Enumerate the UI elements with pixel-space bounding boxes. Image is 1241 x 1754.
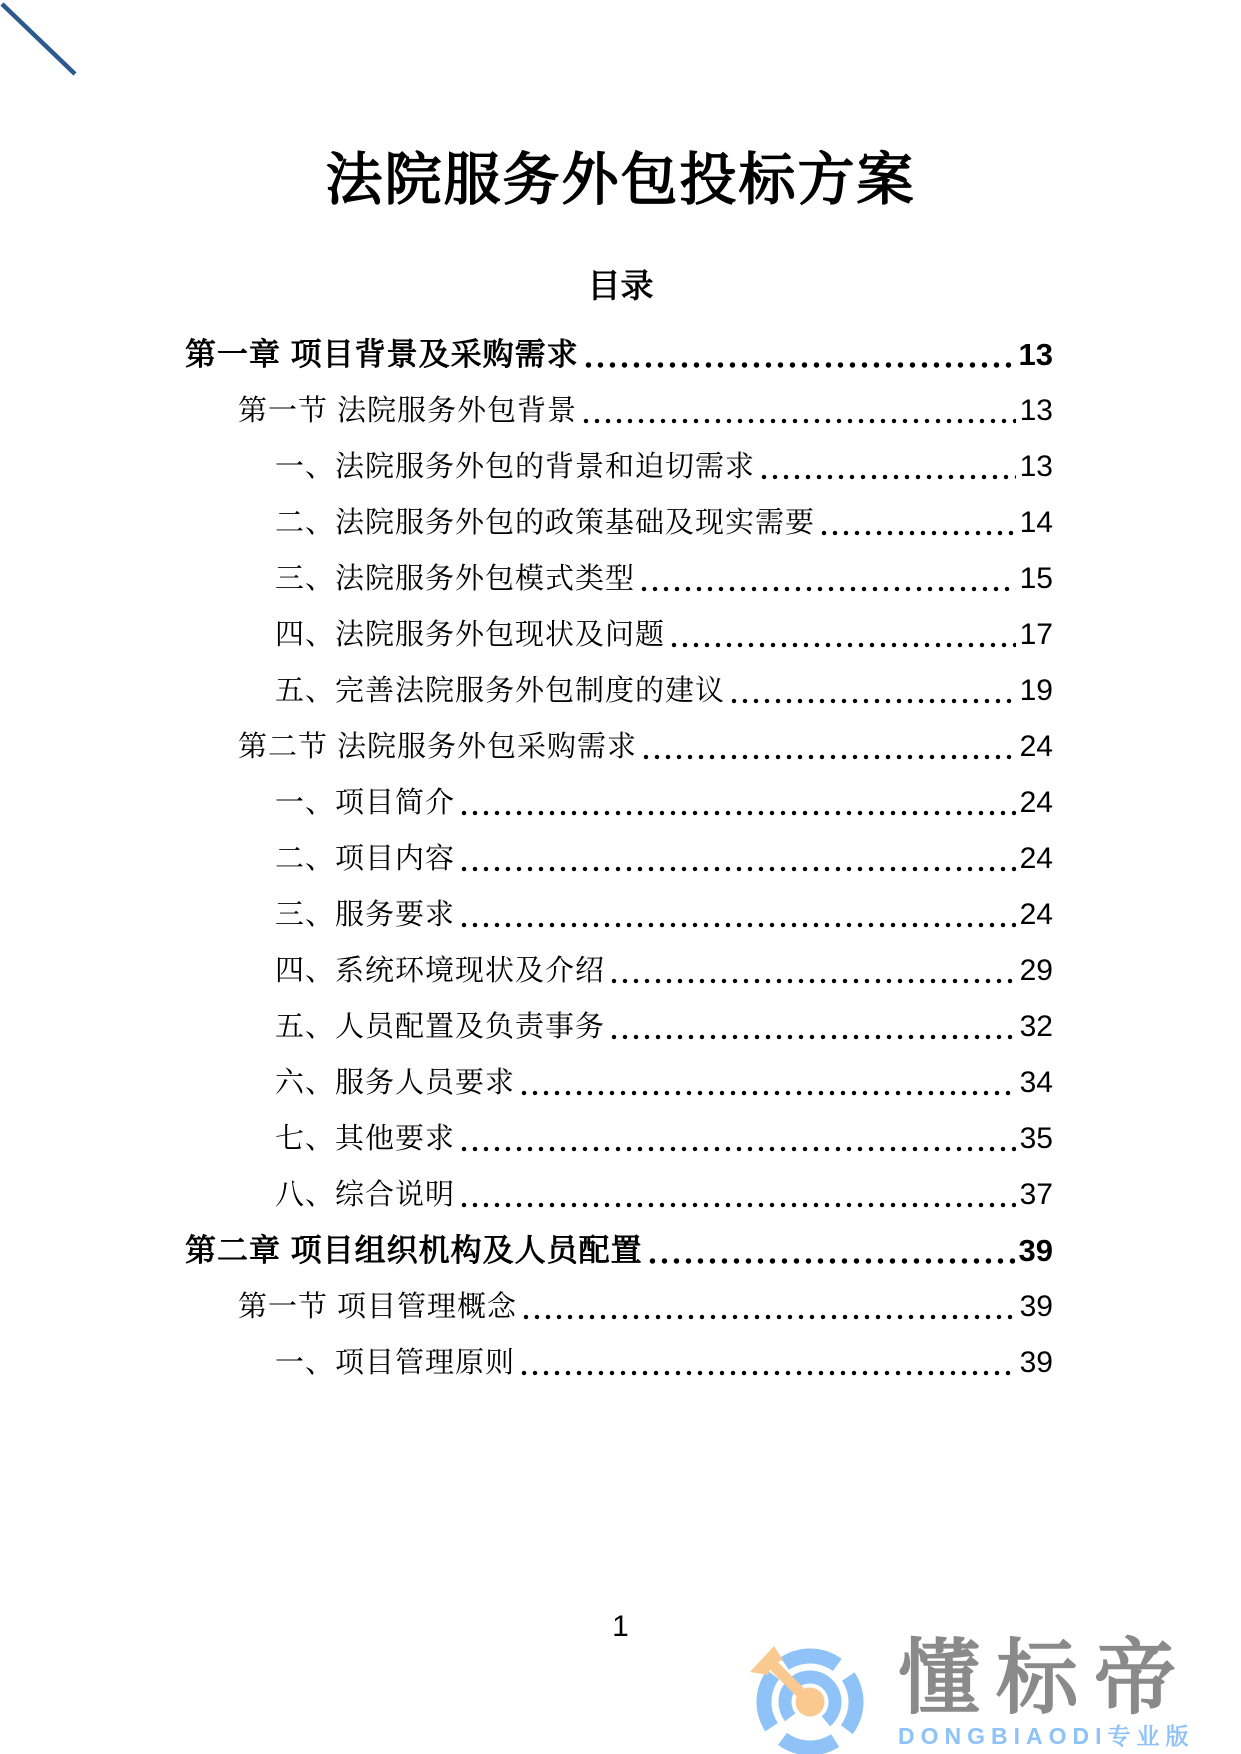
- toc-entry-label: 第一节 项目管理概念: [238, 1291, 518, 1323]
- dot-leader: [643, 753, 1016, 761]
- dot-leader: [821, 529, 1016, 537]
- toc-entry-label: 三、服务要求: [275, 899, 456, 931]
- toc-entry-page: 39: [1019, 1290, 1053, 1323]
- dot-leader: [461, 865, 1016, 873]
- toc-entry-page: 24: [1019, 786, 1053, 819]
- toc-entry: [185, 885, 1053, 941]
- dot-leader: [461, 921, 1016, 929]
- toc-entry-label: 五、完善法院服务外包制度的建议: [275, 675, 726, 707]
- toc-entry: [185, 381, 1053, 437]
- toc-entry-page: 39: [1019, 1346, 1053, 1379]
- toc-entry: [185, 437, 1053, 493]
- toc-entry-page: 29: [1019, 954, 1053, 987]
- toc-entry: [185, 773, 1053, 829]
- toc-entry: [185, 717, 1053, 773]
- toc-entry: [185, 829, 1053, 885]
- page-number: 1: [612, 1610, 629, 1643]
- toc-entry-page: 37: [1019, 1178, 1053, 1211]
- toc-entry-label: 二、法院服务外包的政策基础及现实需要: [275, 507, 816, 539]
- toc-entry-label: 四、系统环境现状及介绍: [275, 955, 606, 987]
- dot-leader: [521, 1369, 1016, 1377]
- watermark-edition: 专业版: [1107, 1723, 1195, 1749]
- toc-entry-page: 24: [1019, 898, 1053, 931]
- toc-list: [185, 325, 1053, 1389]
- toc-entry-label: 一、法院服务外包的背景和迫切需求: [275, 451, 756, 483]
- toc-entry-label: 第二节 法院服务外包采购需求: [238, 731, 638, 763]
- toc-entry-label: 第一节 法院服务外包背景: [238, 395, 578, 427]
- dot-leader: [585, 361, 1015, 369]
- toc-entry-page: 34: [1019, 1066, 1053, 1099]
- toc-entry-page: 13: [1019, 394, 1053, 427]
- dot-leader: [671, 641, 1016, 649]
- toc-entry-page: 35: [1019, 1122, 1053, 1155]
- toc-entry: [185, 661, 1053, 717]
- watermark-brand-cn: 懂标帝: [898, 1633, 1193, 1724]
- toc-entry-page: 15: [1019, 562, 1053, 595]
- toc-entry: [185, 1053, 1053, 1109]
- toc-entry-page: 39: [1018, 1233, 1053, 1268]
- toc-entry: [185, 1333, 1053, 1389]
- document-title: 法院服务外包投标方案: [325, 148, 916, 212]
- toc-entry-label: 二、项目内容: [275, 843, 456, 875]
- toc-entry-page: 32: [1019, 1010, 1053, 1043]
- target-dart-icon: [740, 1636, 880, 1754]
- toc-entry: [185, 941, 1053, 997]
- dot-leader: [611, 977, 1016, 985]
- toc-entry-page: 17: [1019, 618, 1053, 651]
- toc-heading: 目录: [587, 267, 654, 304]
- toc-entry-page: 24: [1019, 842, 1053, 875]
- toc-entry-label: 第一章 项目背景及采购需求: [185, 337, 579, 372]
- watermark-brand-en-latin: DONGBIAODI: [898, 1723, 1108, 1749]
- watermark-brand-en: [898, 1724, 1238, 1748]
- toc-entry-label: 三、法院服务外包模式类型: [275, 563, 636, 595]
- watermark-text: [898, 1633, 1238, 1749]
- toc-entry-page: 14: [1019, 506, 1053, 539]
- toc-entry-page: 13: [1018, 337, 1053, 372]
- watermark: [740, 1633, 1241, 1754]
- toc-entry-label: 第二章 项目组织机构及人员配置: [185, 1233, 643, 1268]
- toc-entry-page: 24: [1019, 730, 1053, 763]
- toc-entry-label: 五、人员配置及负责事务: [275, 1011, 606, 1043]
- toc-entry: [185, 493, 1053, 549]
- toc-entry: [185, 1221, 1053, 1277]
- toc-entry: [185, 549, 1053, 605]
- dot-leader: [521, 1089, 1016, 1097]
- toc-entry-label: 一、项目简介: [275, 787, 456, 819]
- dot-leader: [461, 1201, 1016, 1209]
- dot-leader: [611, 1033, 1016, 1041]
- toc-entry: [185, 1277, 1053, 1333]
- dot-leader: [523, 1313, 1016, 1321]
- toc-entry: [185, 325, 1053, 381]
- toc-entry-label: 八、综合说明: [275, 1179, 456, 1211]
- dot-leader: [761, 473, 1016, 481]
- dot-leader: [649, 1257, 1015, 1265]
- toc-entry: [185, 605, 1053, 661]
- dot-leader: [461, 809, 1016, 817]
- toc-entry: [185, 997, 1053, 1053]
- toc-entry-label: 一、项目管理原则: [275, 1347, 516, 1379]
- toc-entry-label: 四、法院服务外包现状及问题: [275, 619, 666, 651]
- toc-entry: [185, 1109, 1053, 1165]
- dot-leader: [583, 417, 1016, 425]
- toc-entry-page: 19: [1019, 674, 1053, 707]
- toc-entry: [185, 1165, 1053, 1221]
- dot-leader: [461, 1145, 1016, 1153]
- toc-entry-label: 七、其他要求: [275, 1123, 456, 1155]
- dot-leader: [641, 585, 1016, 593]
- dot-leader: [731, 697, 1016, 705]
- toc-entry-page: 13: [1019, 450, 1053, 483]
- corner-line-decoration: [0, 0, 90, 90]
- toc-entry-label: 六、服务人员要求: [275, 1067, 516, 1099]
